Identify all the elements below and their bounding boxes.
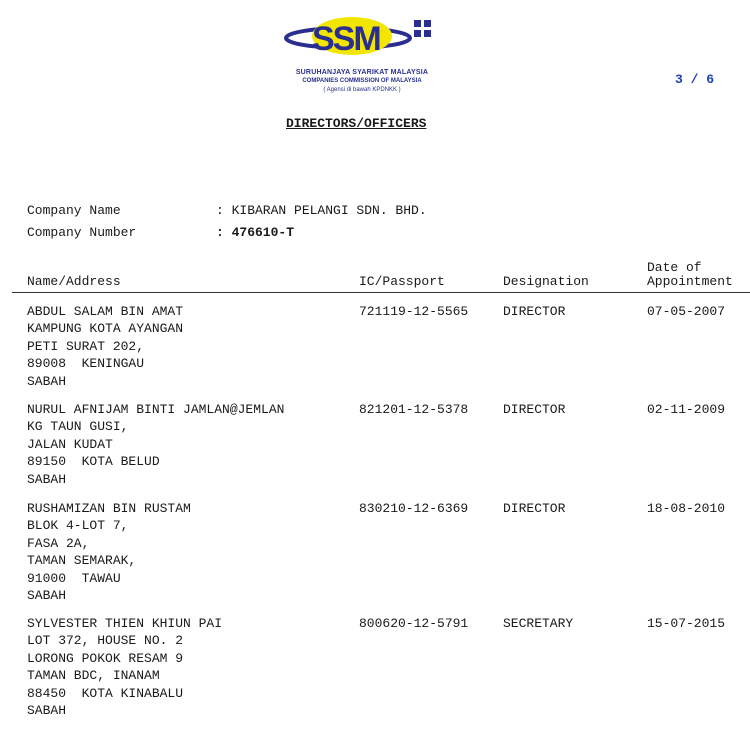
logo-mark-text: SSM: [312, 20, 380, 58]
table-row: [27, 303, 183, 390]
address-line: TAMAN BDC, INANAM: [27, 668, 160, 684]
company-number-value: : 476610-T: [216, 225, 295, 240]
address-line: 91000 TAWAU: [27, 570, 121, 586]
officer-name: NURUL AFNIJAM BINTI JAMLAN@JEMLAN: [27, 402, 285, 417]
address-line: KG TAUN GUSI,: [27, 419, 129, 435]
header-date-line1: Date of: [647, 260, 702, 275]
address-line: JALAN KUDAT: [27, 436, 113, 452]
table-row: [27, 615, 222, 719]
designation: SECRETARY: [503, 616, 574, 631]
officer-name: SYLVESTER THIEN KHIUN PAI: [27, 616, 223, 631]
company-number-label: Company Number: [27, 225, 137, 240]
ssm-logo: [282, 12, 442, 98]
page-title: DIRECTORS/OFFICERS: [286, 116, 427, 131]
table-row: [27, 500, 191, 604]
address-line: SABAH: [27, 588, 67, 604]
logo-line-3: ( Agensi di bawah KPDNKK ): [323, 87, 401, 93]
address-line: 89008 KENINGAU: [27, 356, 145, 372]
address-line: PETI SURAT 202,: [27, 338, 145, 354]
address-line: KAMPUNG KOTA AYANGAN: [27, 321, 184, 337]
designation: DIRECTOR: [503, 402, 566, 417]
page-indicator: 3 / 6: [675, 72, 715, 87]
designation: DIRECTOR: [503, 304, 566, 319]
table-row: [27, 401, 284, 488]
address-line: LOT 372, HOUSE NO. 2: [27, 633, 184, 649]
address-line: TAMAN SEMARAK,: [27, 553, 137, 569]
header-ic-passport: IC/Passport: [359, 274, 445, 289]
ic-number: 830210-12-6369: [359, 501, 469, 516]
address-line: SABAH: [27, 471, 67, 487]
ic-number: 821201-12-5378: [359, 402, 469, 417]
address-line: SABAH: [27, 703, 67, 719]
company-name-value: : KIBARAN PELANGI SDN. BHD.: [216, 203, 427, 218]
header-divider: [12, 292, 750, 293]
address-line: 88450 KOTA KINABALU: [27, 685, 184, 701]
officer-name: ABDUL SALAM BIN AMAT: [27, 304, 184, 319]
appointment-date: 02-11-2009: [647, 402, 726, 417]
ic-number: 800620-12-5791: [359, 616, 469, 631]
designation: DIRECTOR: [503, 501, 566, 516]
officer-name: RUSHAMIZAN BIN RUSTAM: [27, 501, 191, 516]
header-name-address: Name/Address: [27, 274, 121, 289]
header-designation: Designation: [503, 274, 589, 289]
address-line: FASA 2A,: [27, 535, 90, 551]
ssm-logo-mark: [282, 12, 442, 68]
company-name-label: Company Name: [27, 203, 121, 218]
header-date-line2: Appointment: [647, 274, 733, 289]
logo-line-1: SURUHANJAYA SYARIKAT MALAYSIA: [295, 69, 429, 76]
address-line: LORONG POKOK RESAM 9: [27, 650, 184, 666]
appointment-date: 07-05-2007: [647, 304, 726, 319]
appointment-date: 18-08-2010: [647, 501, 726, 516]
address-line: BLOK 4-LOT 7,: [27, 518, 129, 534]
address-line: 89150 KOTA BELUD: [27, 454, 160, 470]
address-line: SABAH: [27, 373, 67, 389]
ic-number: 721119-12-5565: [359, 304, 469, 319]
appointment-date: 15-07-2015: [647, 616, 726, 631]
logo-line-2: COMPANIES COMMISSION OF MALAYSIA: [302, 78, 422, 84]
